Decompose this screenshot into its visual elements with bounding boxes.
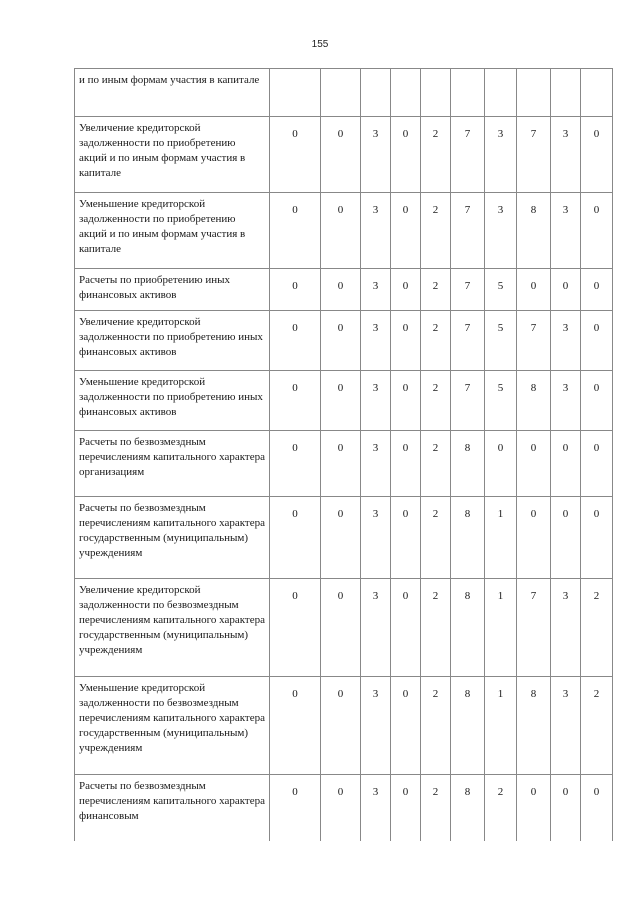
- code-digit-cell: 0: [391, 193, 421, 269]
- code-digit-cell: [421, 69, 451, 117]
- code-digit-cell: 0: [270, 311, 321, 371]
- code-digit-cell: 0: [581, 431, 613, 497]
- code-digit-cell: 2: [581, 579, 613, 677]
- code-digit-cell: 3: [551, 117, 581, 193]
- code-digit-cell: 7: [451, 311, 485, 371]
- code-digit-cell: 0: [551, 269, 581, 311]
- code-digit-cell: 0: [321, 269, 361, 311]
- code-digit-cell: 3: [361, 269, 391, 311]
- code-digit-cell: 1: [485, 579, 517, 677]
- code-digit-cell: [391, 69, 421, 117]
- code-digit-cell: 2: [421, 371, 451, 431]
- code-digit-cell: 0: [321, 371, 361, 431]
- code-digit-cell: 0: [517, 497, 551, 579]
- code-digit-cell: 0: [581, 269, 613, 311]
- code-digit-cell: 0: [321, 775, 361, 841]
- code-digit-cell: [485, 69, 517, 117]
- code-digit-cell: 0: [270, 775, 321, 841]
- code-digit-cell: 3: [551, 193, 581, 269]
- code-digit-cell: 3: [361, 117, 391, 193]
- code-digit-cell: 0: [485, 431, 517, 497]
- row-description: Уменьшение кредиторской задолженности по приобретению иных финансовых активов: [75, 371, 270, 431]
- table-row: [75, 311, 613, 371]
- code-digit-cell: 0: [551, 775, 581, 841]
- code-digit-cell: 3: [551, 371, 581, 431]
- table-row: [75, 579, 613, 677]
- account-codes-table: [74, 68, 613, 841]
- code-digit-cell: 5: [485, 371, 517, 431]
- code-digit-cell: 7: [451, 117, 485, 193]
- code-digit-cell: [451, 69, 485, 117]
- code-digit-cell: 2: [421, 579, 451, 677]
- code-digit-cell: 0: [517, 775, 551, 841]
- code-digit-cell: 3: [361, 311, 391, 371]
- code-digit-cell: 3: [361, 677, 391, 775]
- code-digit-cell: 8: [451, 677, 485, 775]
- code-digit-cell: 3: [361, 193, 391, 269]
- code-digit-cell: 7: [451, 269, 485, 311]
- code-digit-cell: 0: [270, 497, 321, 579]
- code-digit-cell: 0: [391, 579, 421, 677]
- row-description: Расчеты по безвозмездным перечислениям капитального характера финансовым: [75, 775, 270, 841]
- code-digit-cell: 8: [451, 431, 485, 497]
- code-digit-cell: 3: [361, 431, 391, 497]
- row-description: Уменьшение кредиторской задолженности по приобретению акций и по иным формам участия в капитале: [75, 193, 270, 269]
- code-digit-cell: 8: [451, 579, 485, 677]
- code-digit-cell: 0: [581, 193, 613, 269]
- code-digit-cell: 0: [321, 117, 361, 193]
- code-digit-cell: 3: [361, 579, 391, 677]
- code-digit-cell: 7: [517, 311, 551, 371]
- code-digit-cell: 0: [321, 431, 361, 497]
- code-digit-cell: 0: [321, 677, 361, 775]
- code-digit-cell: 2: [421, 497, 451, 579]
- code-digit-cell: 0: [391, 677, 421, 775]
- table-row: [75, 269, 613, 311]
- table-row: [75, 117, 613, 193]
- code-digit-cell: 1: [485, 677, 517, 775]
- code-digit-cell: 2: [581, 677, 613, 775]
- table-row: [75, 69, 613, 117]
- code-digit-cell: 0: [517, 269, 551, 311]
- code-digit-cell: 0: [391, 497, 421, 579]
- code-digit-cell: 2: [421, 431, 451, 497]
- code-digit-cell: 3: [551, 677, 581, 775]
- code-digit-cell: 0: [391, 431, 421, 497]
- code-digit-cell: [517, 69, 551, 117]
- code-digit-cell: 3: [551, 311, 581, 371]
- code-digit-cell: 0: [391, 311, 421, 371]
- code-digit-cell: [361, 69, 391, 117]
- table-row: [75, 677, 613, 775]
- code-digit-cell: 8: [517, 193, 551, 269]
- code-digit-cell: 5: [485, 311, 517, 371]
- row-description: Увеличение кредиторской задолженности по приобретению иных финансовых активов: [75, 311, 270, 371]
- code-digit-cell: 0: [270, 193, 321, 269]
- code-digit-cell: 3: [361, 497, 391, 579]
- row-description: и по иным формам участия в капитале: [75, 69, 270, 117]
- table-row: [75, 193, 613, 269]
- code-digit-cell: 2: [421, 193, 451, 269]
- table-row: [75, 497, 613, 579]
- code-digit-cell: 0: [321, 193, 361, 269]
- code-digit-cell: [321, 69, 361, 117]
- code-digit-cell: 0: [551, 431, 581, 497]
- code-digit-cell: [551, 69, 581, 117]
- code-digit-cell: 7: [451, 371, 485, 431]
- code-digit-cell: 3: [485, 193, 517, 269]
- code-digit-cell: 3: [485, 117, 517, 193]
- table-body: [75, 69, 613, 841]
- code-digit-cell: 7: [451, 193, 485, 269]
- code-digit-cell: 3: [551, 579, 581, 677]
- code-digit-cell: 8: [451, 497, 485, 579]
- code-digit-cell: 2: [421, 117, 451, 193]
- code-digit-cell: 0: [391, 775, 421, 841]
- code-digit-cell: 0: [270, 269, 321, 311]
- code-digit-cell: 2: [485, 775, 517, 841]
- code-digit-cell: 1: [485, 497, 517, 579]
- code-digit-cell: 3: [361, 371, 391, 431]
- code-digit-cell: 0: [321, 311, 361, 371]
- code-digit-cell: 3: [361, 775, 391, 841]
- code-digit-cell: 0: [581, 497, 613, 579]
- code-digit-cell: 2: [421, 775, 451, 841]
- page-number: 155: [311, 39, 329, 50]
- code-digit-cell: 0: [270, 677, 321, 775]
- code-digit-cell: 2: [421, 269, 451, 311]
- row-description: Уменьшение кредиторской задолженности по безвозмездным перечислениям капитального характера государственным (муниципальным) учреждениям: [75, 677, 270, 775]
- code-digit-cell: 7: [517, 117, 551, 193]
- row-description: Расчеты по безвозмездным перечислениям капитального характера государственным (муниципальным) учреждениям: [75, 497, 270, 579]
- table-row: [75, 775, 613, 841]
- code-digit-cell: 8: [517, 677, 551, 775]
- code-digit-cell: 0: [581, 311, 613, 371]
- row-description: Расчеты по приобретению иных финансовых активов: [75, 269, 270, 311]
- code-digit-cell: 2: [421, 677, 451, 775]
- code-digit-cell: 0: [270, 117, 321, 193]
- code-digit-cell: 7: [517, 579, 551, 677]
- code-digit-cell: 0: [551, 497, 581, 579]
- code-digit-cell: 0: [391, 371, 421, 431]
- code-digit-cell: [581, 69, 613, 117]
- code-digit-cell: 0: [321, 497, 361, 579]
- code-digit-cell: 0: [581, 371, 613, 431]
- table-row: [75, 371, 613, 431]
- code-digit-cell: 0: [391, 117, 421, 193]
- code-digit-cell: 0: [270, 579, 321, 677]
- code-digit-cell: 0: [321, 579, 361, 677]
- code-digit-cell: 0: [270, 431, 321, 497]
- code-digit-cell: 0: [391, 269, 421, 311]
- row-description: Увеличение кредиторской задолженности по безвозмездным перечислениям капитального характера государственным (муниципальным) учреждениям: [75, 579, 270, 677]
- code-digit-cell: 0: [581, 117, 613, 193]
- row-description: Расчеты по безвозмездным перечислениям капитального характера организациям: [75, 431, 270, 497]
- code-digit-cell: 0: [581, 775, 613, 841]
- code-digit-cell: [270, 69, 321, 117]
- code-digit-cell: 8: [451, 775, 485, 841]
- code-digit-cell: 5: [485, 269, 517, 311]
- code-digit-cell: 2: [421, 311, 451, 371]
- table-row: [75, 431, 613, 497]
- code-digit-cell: 0: [270, 371, 321, 431]
- code-digit-cell: 8: [517, 371, 551, 431]
- code-digit-cell: 0: [517, 431, 551, 497]
- row-description: Увеличение кредиторской задолженности по приобретению акций и по иным формам участия в капитале: [75, 117, 270, 193]
